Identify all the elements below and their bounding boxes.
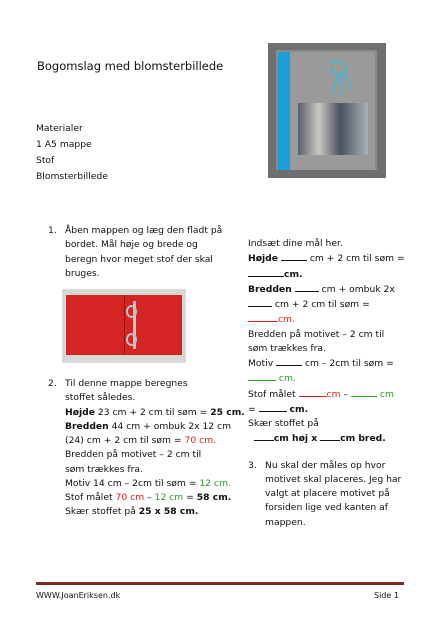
- materials-item: 1 A5 mappe: [36, 139, 92, 150]
- step-number: 3.: [248, 459, 257, 471]
- step-text: Nu skal der måles op hvor: [265, 459, 386, 471]
- step-text: valgt at placere motivet på: [265, 488, 390, 499]
- height-blank[interactable]: [281, 251, 307, 261]
- fabric-width-unit: cm: [326, 388, 341, 400]
- cut-width-unit: cm bred.: [340, 433, 386, 445]
- motif-unit: cm.: [278, 373, 296, 385]
- step-number: 2.: [48, 378, 57, 389]
- motif-calc: cm – 2cm til søm =: [304, 358, 394, 369]
- width-result-blank[interactable]: [248, 312, 278, 322]
- motif-result: 12 cm.: [199, 477, 231, 489]
- fabric-dash: –: [144, 492, 155, 503]
- width-blank[interactable]: [295, 282, 319, 292]
- height-result-blank[interactable]: [248, 267, 284, 277]
- step-text: Til denne mappe beregnes: [65, 378, 188, 389]
- step-text: Åben mappen og læg den fladt på: [65, 225, 223, 236]
- width-unit: cm.: [278, 314, 295, 326]
- motif-label: Motiv: [248, 358, 274, 369]
- step-3: [248, 459, 416, 530]
- step-text: beregn hvor meget stof der skal: [65, 253, 213, 265]
- fabric-result: 58 cm.: [196, 492, 232, 503]
- worksheet-height-line: [248, 251, 416, 266]
- flower-drawing: [320, 58, 360, 98]
- right-column: [248, 237, 416, 530]
- width-line: [65, 434, 218, 448]
- step-text: forsiden lige ved kanten af: [265, 502, 389, 514]
- worksheet-width-result: [248, 312, 416, 327]
- worksheet-motif-result: [248, 371, 416, 386]
- height-label: Højde: [65, 406, 95, 418]
- step-2: [48, 377, 245, 520]
- red-binder-photo: [62, 289, 186, 363]
- fabric-equals: =: [186, 492, 194, 503]
- fabric-equals: =: [248, 403, 256, 415]
- fabric-motif-blank[interactable]: [351, 387, 377, 397]
- materials-heading: Materialer: [36, 123, 83, 134]
- step-text: Bredden på motivet – 2 cm til: [65, 449, 202, 461]
- fabric-dash: –: [340, 388, 351, 400]
- motif-line: [65, 477, 231, 491]
- footer-divider: [36, 582, 404, 585]
- materials-item: Stof: [36, 155, 55, 166]
- height-calc: 23 cm + 2 cm til søm =: [97, 406, 208, 418]
- worksheet-motif-line: [248, 356, 416, 371]
- worksheet-width-line: [248, 297, 416, 312]
- page-title: Bogomslag med blomsterbillede: [37, 59, 224, 73]
- cut-label: Skær stoffet på: [65, 506, 136, 518]
- worksheet-fabric-line: [248, 387, 416, 402]
- step-1: [48, 224, 223, 281]
- cut-line: [65, 505, 218, 519]
- motif-calc: Motiv 14 cm – 2cm til søm =: [65, 477, 197, 489]
- cut-height-unit: cm høj x: [273, 433, 318, 445]
- binder-ring: [126, 333, 137, 346]
- step-text: mappen.: [265, 516, 306, 528]
- height-unit: cm.: [284, 268, 303, 280]
- step-number: 1.: [48, 225, 57, 236]
- binder-spine: [124, 295, 125, 355]
- width-label: Bredden: [65, 420, 109, 432]
- height-result: 25 cm.: [210, 406, 245, 418]
- worksheet-height-result: [248, 267, 416, 282]
- step-text: bordet. Mål høje og brede og: [65, 239, 198, 251]
- flower-motif-strip: [298, 103, 368, 155]
- fabric-line: [65, 491, 232, 505]
- width-calc: (24) cm + 2 cm til søm =: [65, 435, 182, 446]
- width-label: Bredden: [248, 283, 292, 295]
- fold-blank[interactable]: [248, 297, 272, 307]
- fabric-width-blank[interactable]: [299, 387, 327, 397]
- width-line: [65, 420, 232, 434]
- width-calc: cm + 2 cm til søm =: [274, 299, 370, 310]
- fabric-result-blank[interactable]: [259, 402, 287, 412]
- step-text: stoffet således.: [65, 392, 136, 404]
- width-calc: 44 cm + ombuk 2x 12 cm: [111, 420, 232, 432]
- fabric-motif-unit: cm: [379, 388, 394, 400]
- cut-size: 25 x 58 cm.: [138, 506, 199, 518]
- height-calc: cm + 2 cm til søm =: [309, 253, 405, 265]
- worksheet-width-line: [248, 282, 416, 297]
- width-calc: cm + ombuk 2x: [321, 283, 395, 295]
- fabric-width: 70 cm: [115, 492, 145, 503]
- width-result: 70 cm.: [184, 435, 217, 446]
- materials-item: Blomsterbillede: [36, 171, 108, 182]
- step-text: søm trækkes fra.: [248, 342, 326, 354]
- fabric-label: Stof målet: [65, 492, 113, 503]
- worksheet-cut-line: [248, 431, 416, 446]
- worksheet-intro: Indsæt dine mål her.: [248, 238, 343, 249]
- step-text: Bredden på motivet – 2 cm til: [248, 328, 385, 340]
- worksheet-cut-label: Skær stoffet på: [248, 418, 319, 429]
- materials-section: [36, 121, 108, 185]
- finished-cover-photo: [268, 43, 386, 178]
- cut-height-blank[interactable]: [254, 431, 274, 441]
- left-column: [48, 224, 245, 520]
- step-text: motivet skal placeres. Jeg har: [265, 473, 402, 485]
- binder-ring: [126, 305, 137, 318]
- fabric-unit: cm.: [289, 403, 309, 415]
- motif-result-blank[interactable]: [248, 371, 276, 381]
- motif-blank[interactable]: [276, 356, 302, 366]
- footer-page-number: Side 1: [374, 591, 399, 600]
- step-text: søm trækkes fra.: [65, 463, 143, 475]
- step-text: bruges.: [65, 267, 100, 279]
- fabric-label: Stof målet: [248, 388, 296, 400]
- footer-website: WWW.JoanEriksen.dk: [36, 591, 121, 600]
- height-line: [65, 406, 245, 420]
- worksheet-fabric-result: [248, 402, 416, 417]
- cut-width-blank[interactable]: [320, 431, 340, 441]
- height-label: Højde: [248, 253, 278, 265]
- fabric-motif: 12 cm: [154, 492, 184, 503]
- blue-spine: [278, 52, 290, 170]
